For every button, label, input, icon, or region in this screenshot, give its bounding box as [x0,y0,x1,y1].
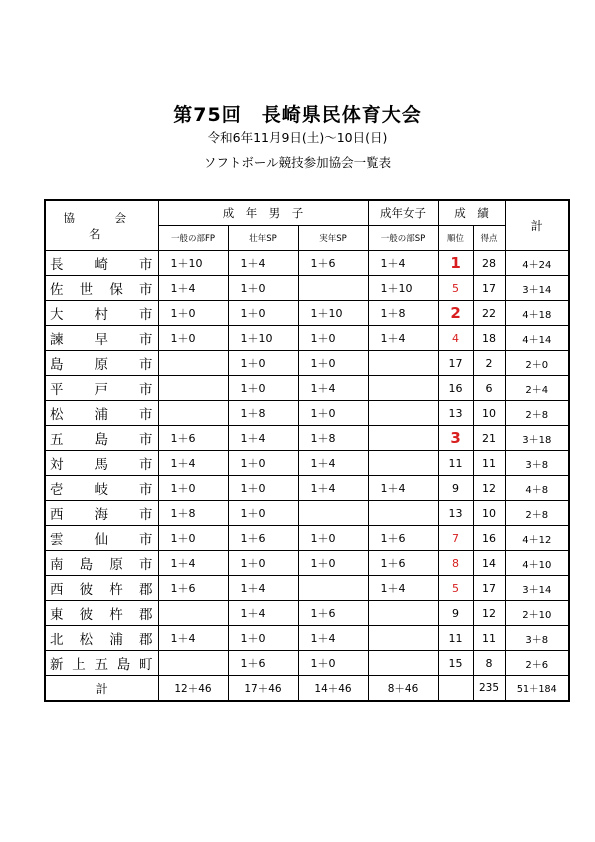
cell-jitsunen: 1＋4 [298,376,368,401]
cell-points: 12 [473,601,505,626]
sum-fp: 12＋46 [158,676,228,702]
cell-points: 22 [473,301,505,326]
cell-points: 16 [473,526,505,551]
document-title: 第75回 長崎県民体育大会 [173,104,422,126]
cell-points: 8 [473,651,505,676]
assoc-name: 壱岐市 [45,476,158,501]
cell-total: 2＋0 [505,351,569,376]
header-sub-rank: 順位 [438,226,473,251]
cell-total: 2＋6 [505,651,569,676]
cell-rank: 11 [438,626,473,651]
cell-points: 11 [473,626,505,651]
cell-sohnen: 1＋10 [228,326,298,351]
table-row [45,276,569,301]
cell-women: 1＋10 [368,276,438,301]
cell-women: 1＋6 [368,551,438,576]
cell-rank: 15 [438,651,473,676]
cell-total: 2＋8 [505,401,569,426]
table-row [45,576,569,601]
header-sub-points: 得点 [473,226,505,251]
cell-sohnen: 1＋0 [228,276,298,301]
assoc-name: 大村市 [45,301,158,326]
cell-women: 1＋8 [368,301,438,326]
cell-total: 3＋8 [505,626,569,651]
cell-rank: 16 [438,376,473,401]
table-row [45,626,569,651]
assoc-name: 南島原市 [45,551,158,576]
cell-total: 4＋24 [505,251,569,276]
cell-rank: 7 [438,526,473,551]
cell-points: 2 [473,351,505,376]
cell-total: 2＋4 [505,376,569,401]
table-row [45,301,569,326]
cell-total: 3＋18 [505,426,569,451]
header-sub-women: 一般の部SP [368,226,438,251]
cell-total: 3＋8 [505,451,569,476]
cell-jitsunen [298,501,368,526]
cell-sohnen: 1＋0 [228,376,298,401]
table-row [45,551,569,576]
table-row [45,476,569,501]
cell-jitsunen: 1＋4 [298,476,368,501]
cell-women [368,626,438,651]
cell-jitsunen: 1＋6 [298,251,368,276]
cell-total: 4＋8 [505,476,569,501]
cell-fp [158,401,228,426]
cell-women: 1＋4 [368,326,438,351]
cell-points: 18 [473,326,505,351]
cell-women [368,451,438,476]
cell-rank: 17 [438,351,473,376]
cell-fp: 1＋0 [158,301,228,326]
assoc-name: 対馬市 [45,451,158,476]
cell-rank: 13 [438,501,473,526]
cell-women [368,376,438,401]
cell-rank: 2 [438,301,473,326]
cell-women: 1＋4 [368,251,438,276]
table-row [45,501,569,526]
header-row-top [45,200,569,226]
cell-rank: 11 [438,451,473,476]
header-sub-jitsunen: 実年SP [298,226,368,251]
cell-fp [158,601,228,626]
assoc-name: 西海市 [45,501,158,526]
cell-sohnen: 1＋0 [228,301,298,326]
cell-points: 17 [473,576,505,601]
cell-jitsunen [298,276,368,301]
assoc-name: 雲仙市 [45,526,158,551]
cell-rank: 5 [438,276,473,301]
header-sub-sohnen: 壮年SP [228,226,298,251]
assoc-name: 長崎市 [45,251,158,276]
table-row [45,526,569,551]
cell-fp: 1＋8 [158,501,228,526]
header-result: 成 績 [438,200,505,226]
cell-points: 10 [473,501,505,526]
cell-rank: 13 [438,401,473,426]
cell-fp: 1＋4 [158,626,228,651]
cell-jitsunen: 1＋8 [298,426,368,451]
cell-fp: 1＋4 [158,276,228,301]
cell-women [368,401,438,426]
cell-total: 3＋14 [505,576,569,601]
cell-jitsunen: 1＋0 [298,351,368,376]
assoc-name: 島原市 [45,351,158,376]
cell-sohnen: 1＋0 [228,626,298,651]
table-row [45,601,569,626]
cell-fp: 1＋0 [158,526,228,551]
cell-women: 1＋4 [368,476,438,501]
cell-total: 3＋14 [505,276,569,301]
sum-women: 8＋46 [368,676,438,702]
cell-points: 12 [473,476,505,501]
sum-sohnen: 17＋46 [228,676,298,702]
cell-fp [158,651,228,676]
cell-total: 2＋10 [505,601,569,626]
assoc-name: 東彼杵郡 [45,601,158,626]
cell-sohnen: 1＋0 [228,476,298,501]
cell-rank: 8 [438,551,473,576]
sum-jitsunen: 14＋46 [298,676,368,702]
cell-rank: 4 [438,326,473,351]
cell-points: 17 [473,276,505,301]
table-row [45,451,569,476]
cell-sohnen: 1＋4 [228,601,298,626]
table-row [45,651,569,676]
header-sub-fp: 一般の部FP [158,226,228,251]
table-row [45,351,569,376]
cell-jitsunen: 1＋0 [298,651,368,676]
cell-total: 4＋12 [505,526,569,551]
cell-rank: 9 [438,476,473,501]
cell-sohnen: 1＋6 [228,526,298,551]
cell-women [368,651,438,676]
cell-fp [158,376,228,401]
cell-points: 21 [473,426,505,451]
cell-total: 2＋8 [505,501,569,526]
cell-jitsunen: 1＋0 [298,326,368,351]
cell-sohnen: 1＋0 [228,451,298,476]
assoc-name: 平戸市 [45,376,158,401]
cell-sohnen: 1＋0 [228,351,298,376]
assoc-name: 佐世保市 [45,276,158,301]
cell-women [368,601,438,626]
cell-sohnen: 1＋8 [228,401,298,426]
sum-label: 計 [45,676,158,702]
cell-total: 4＋18 [505,301,569,326]
assoc-name: 諫早市 [45,326,158,351]
cell-fp: 1＋6 [158,426,228,451]
cell-jitsunen: 1＋0 [298,401,368,426]
cell-fp: 1＋4 [158,451,228,476]
cell-fp [158,351,228,376]
cell-women: 1＋6 [368,526,438,551]
sum-row [45,676,569,702]
cell-points: 11 [473,451,505,476]
cell-rank: 9 [438,601,473,626]
assoc-name: 五島市 [45,426,158,451]
cell-jitsunen: 1＋0 [298,551,368,576]
assoc-name: 西彼杵郡 [45,576,158,601]
document-subtitle: ソフトボール競技参加協会一覧表 [203,155,392,170]
header-assoc: 協 会 名 [45,200,158,251]
sum-points: 235 [473,676,505,702]
table-body [45,251,569,676]
cell-fp: 1＋6 [158,576,228,601]
cell-sohnen: 1＋6 [228,651,298,676]
cell-fp: 1＋0 [158,476,228,501]
header-women: 成年女子 [368,200,438,226]
table-row [45,401,569,426]
cell-jitsunen: 1＋4 [298,626,368,651]
event-date: 令和6年11月9日(土)～10日(日) [207,130,388,145]
header-men: 成 年 男 子 [158,200,368,226]
assoc-name: 北松浦郡 [45,626,158,651]
cell-total: 4＋10 [505,551,569,576]
table-row [45,326,569,351]
cell-fp: 1＋4 [158,551,228,576]
cell-sohnen: 1＋4 [228,426,298,451]
cell-fp: 1＋10 [158,251,228,276]
table-row [45,426,569,451]
table-row [45,376,569,401]
cell-jitsunen: 1＋4 [298,451,368,476]
cell-women [368,351,438,376]
cell-rank: 3 [438,426,473,451]
cell-rank: 1 [438,251,473,276]
header-total: 計 [505,200,569,251]
assoc-name: 新上五島町 [45,651,158,676]
cell-points: 14 [473,551,505,576]
assoc-name: 松浦市 [45,401,158,426]
cell-jitsunen: 1＋0 [298,526,368,551]
cell-jitsunen: 1＋10 [298,301,368,326]
cell-total: 4＋14 [505,326,569,351]
cell-women: 1＋4 [368,576,438,601]
cell-points: 6 [473,376,505,401]
cell-jitsunen [298,576,368,601]
table-row [45,251,569,276]
cell-sohnen: 1＋0 [228,551,298,576]
cell-sohnen: 1＋0 [228,501,298,526]
cell-fp: 1＋0 [158,326,228,351]
cell-points: 28 [473,251,505,276]
cell-jitsunen: 1＋6 [298,601,368,626]
sum-rank [438,676,473,702]
cell-women [368,501,438,526]
cell-rank: 5 [438,576,473,601]
cell-women [368,426,438,451]
cell-sohnen: 1＋4 [228,576,298,601]
cell-sohnen: 1＋4 [228,251,298,276]
cell-points: 10 [473,401,505,426]
sum-total: 51＋184 [505,676,569,702]
participation-table [44,199,570,702]
